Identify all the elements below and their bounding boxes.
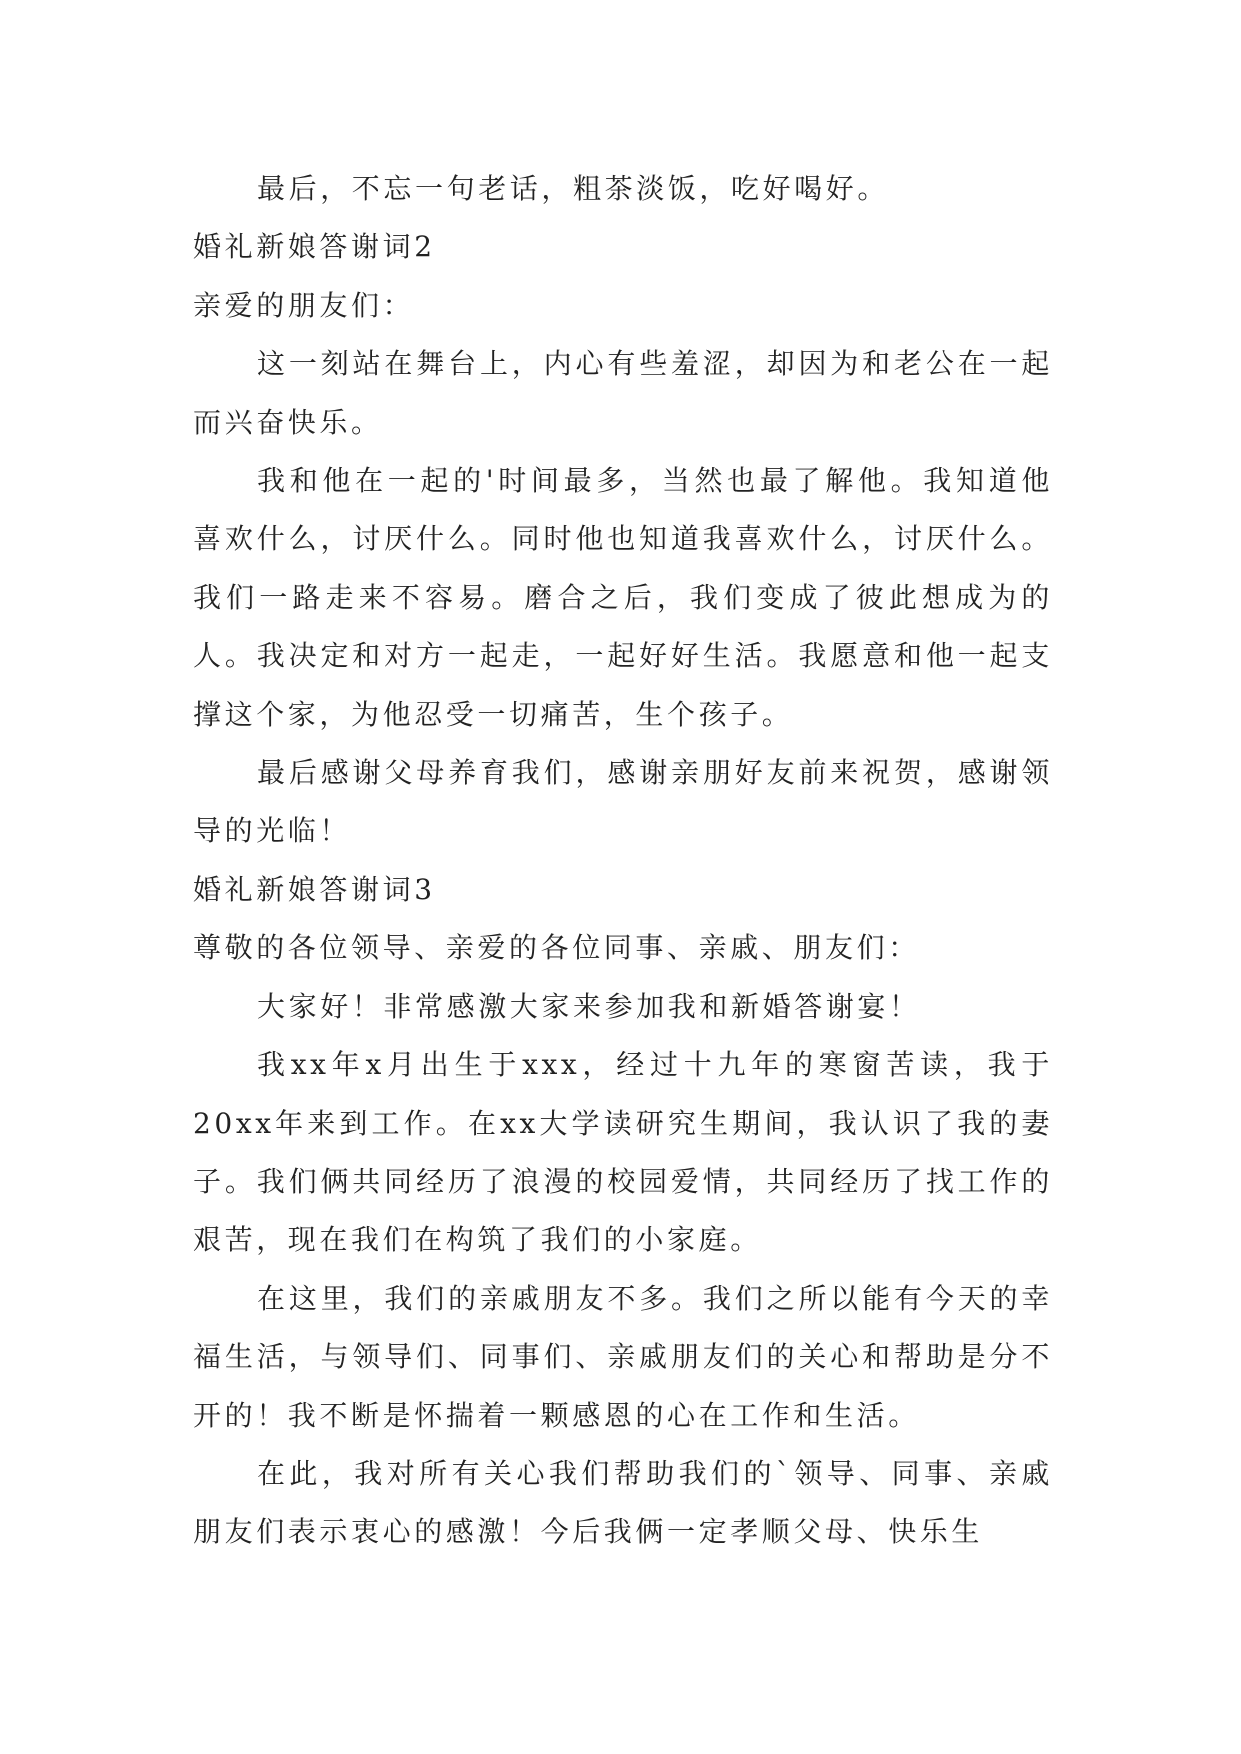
salutation: 亲爱的朋友们： <box>193 288 415 322</box>
body-paragraph: 在此，我对所有关心我们帮助我们的`领导、同事、亲戚朋友们表示衷心的感激！今后我俩一定孝顺父母、快乐生 <box>193 1456 1053 1549</box>
section-heading: 婚礼新娘答谢词2 <box>193 230 436 264</box>
document-page <box>193 160 1053 1562</box>
body-paragraph: 这一刻站在舞台上，内心有些羞涩，却因为和老公在一起而兴奋快乐。 <box>193 347 1053 439</box>
body-paragraph: 我和他在一起的'时间最多，当然也最了解他。我知道他喜欢什么，讨厌什么。同时他也知道我喜欢什么，讨厌什么。我们一路走来不容易。磨合之后，我们变成了彼此想成为的人。我决定和对方一起走，一起好好生活。我愿意和他一起支撑这个家，为他忍受一切痛苦，生个孩子。 <box>193 464 1053 731</box>
body-paragraph: 我xx年x月出生于xxx，经过十九年的寒窗苦读，我于20xx年来到工作。在xx大学读研究生期间，我认识了我的妻子。我们俩共同经历了浪漫的校园爱情，共同经历了找工作的艰苦，现在我们在构筑了我们的小家庭。 <box>193 1048 1053 1257</box>
section-heading: 婚礼新娘答谢词3 <box>193 872 436 906</box>
body-paragraph: 最后，不忘一句老话，粗茶淡饭，吃好喝好。 <box>257 172 890 205</box>
body-paragraph: 在这里，我们的亲戚朋友不多。我们之所以能有今天的幸福生活，与领导们、同事们、亲戚朋友们的关心和帮助是分不开的！我不断是怀揣着一颗感恩的心在工作和生活。 <box>193 1281 1053 1432</box>
body-paragraph: 最后感谢父母养育我们，感谢亲朋好友前来祝贺，感谢领导的光临！ <box>193 756 1053 848</box>
salutation: 尊敬的各位领导、亲爱的各位同事、亲戚、朋友们： <box>193 931 920 965</box>
body-paragraph: 大家好！非常感激大家来参加我和新婚答谢宴！ <box>257 989 921 1023</box>
